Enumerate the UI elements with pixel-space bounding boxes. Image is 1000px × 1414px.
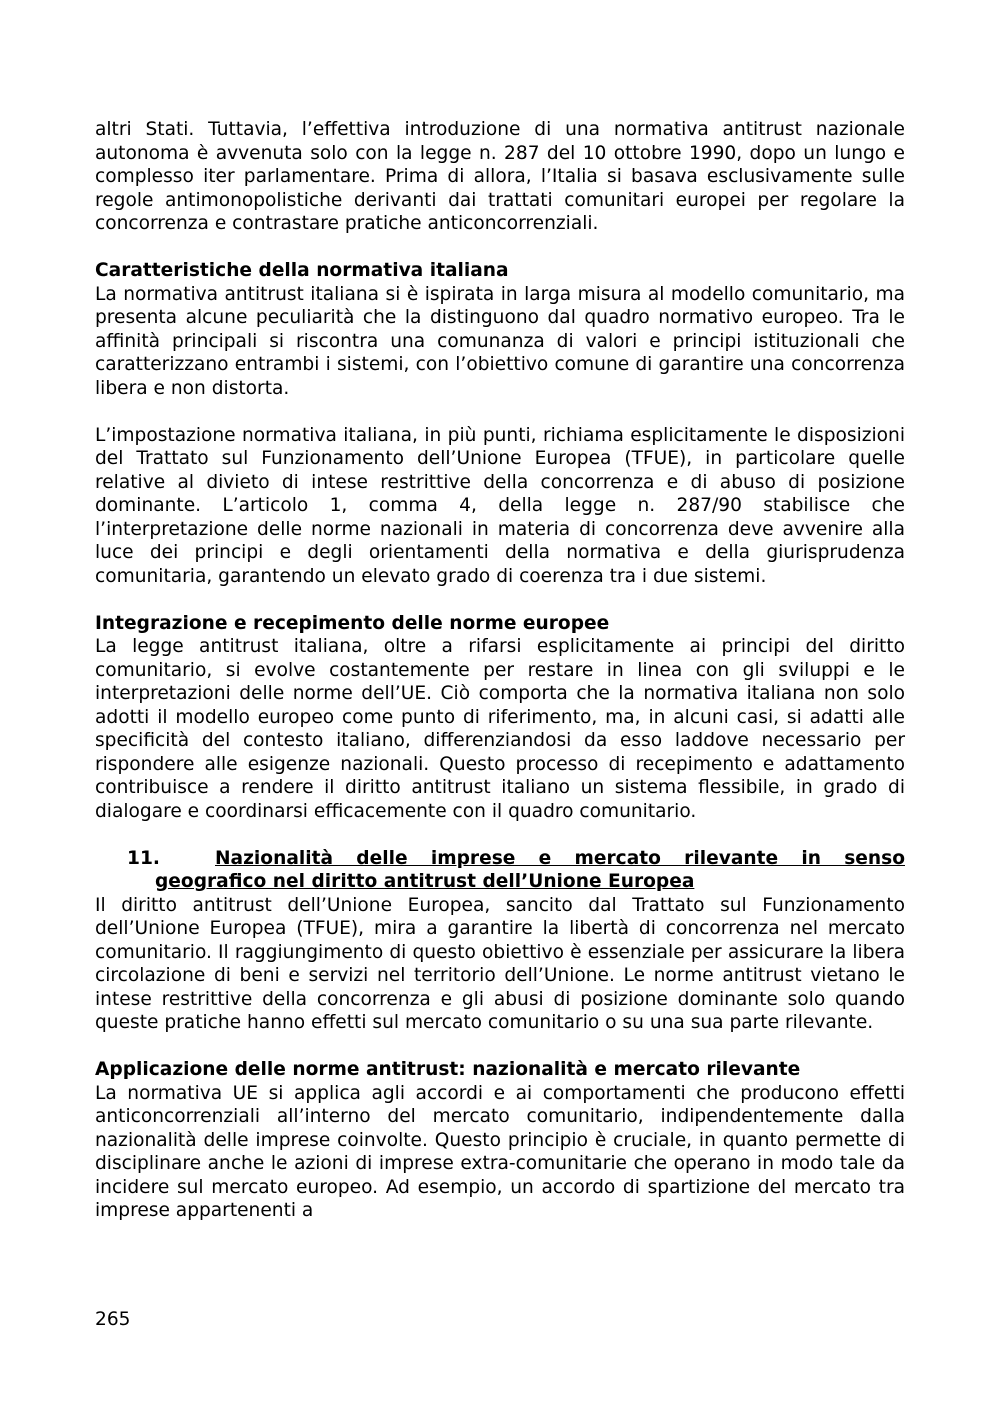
page-body — [95, 118, 905, 1223]
section-heading-integrazione: Integrazione e recepimento delle norme europee — [95, 612, 610, 634]
section-heading-caratteristiche: Caratteristiche della normativa italiana — [95, 260, 509, 281]
paragraph-spacer — [95, 1035, 905, 1059]
paragraph-applicazione: La normativa UE si applica agli accordi e ai comportamenti che producono effetti anticoncorrenziali all’interno del mercato comunitario, indipendentemente dalla nazionalità delle imprese coinvolte. Questo principio è cruciale, in quanto permette di disciplinare anche le azioni di imprese extra-comunitarie che operano in modo tale da incidere sul mercato europeo. Ad esempio, un accordo di spartizione del mercato tra imprese appartenenti a — [95, 1082, 905, 1221]
chapter-title: Nazionalità delle imprese e mercato rilevante in senso geografico nel diritto antitrust dell’Unione Europea — [155, 847, 905, 892]
paragraph-intro: altri Stati. Tuttavia, l’effettiva introduzione di una normativa antitrust nazionale autonoma è avvenuta solo con la legge n. 287 del 10 ottobre 1990, dopo un lungo e complesso iter parlamentare. Prima di allora, l’Italia si basava esclusivamente sulle regole antimonopolistiche derivanti dai trattati comunitari europei per regolare la concorrenza e contrastare pratiche anticoncorrenziali. — [95, 119, 905, 234]
paragraph-chapter-intro: Il diritto antitrust dell’Unione Europea, sancito dal Trattato sul Funzionamento dell’Unione Europea (TFUE), mira a garantire la libertà di concorrenza nel mercato comunitario. Il raggiungimento di questo obiettivo è essenziale per assicurare la libera circolazione di beni e servizi nel territorio dell’Unione. Le norme antitrust vietano le intese restrittive della concorrenza e gli abusi di posizione dominante solo quando queste pratiche hanno effetti sul mercato comunitario o su una sua parte rilevante. — [95, 894, 905, 1033]
paragraph-integrazione: La legge antitrust italiana, oltre a rifarsi esplicitamente ai principi del diritto comunitario, si evolve costantemente per restare in linea con gli sviluppi e le interpretazioni delle norme dell’UE. Ciò comporta che la normativa italiana non solo adotti il modello europeo come punto di riferimento, ma, in alcuni casi, si adatti alle specificità del contesto italiano, differenziandosi da esso laddove necessario per rispondere alle esigenze nazionali. Questo processo di recepimento e adattamento contribuisce a rendere il diritto antitrust italiano un sistema flessibile, in grado di dialogare e coordinarsi efficacemente con il quadro comunitario. — [95, 636, 905, 822]
paragraph-caratteristiche-2: L’impostazione normativa italiana, in più punti, richiama esplicitamente le disposizioni del Trattato sul Funzionamento dell’Unione Europea (TFUE), in particolare quelle relative al divieto di intese restrittive della concorrenza e di abuso di posizione dominante. L’articolo 1, comma 4, della legge n. 287/90 stabilisce che l’interpretazione delle norme nazionali in materia di concorrenza deve avvenire alla luce dei principi e degli orientamenti della normativa e della giurisprudenza comunitaria, garantendo un elevato grado di coerenza tra i due sistemi. — [95, 424, 905, 587]
paragraph-spacer — [95, 588, 905, 612]
paragraph-spacer — [95, 400, 905, 424]
paragraph-spacer — [95, 823, 905, 847]
page-number: 265 — [95, 1309, 131, 1330]
section-heading-applicazione: Applicazione delle norme antitrust: nazionalità e mercato rilevante — [95, 1059, 801, 1080]
paragraph-caratteristiche-1: La normativa antitrust italiana si è ispirata in larga misura al modello comunitario, ma presenta alcune peculiarità che la distinguono dal quadro normativo europeo. Tra le affinità principali si riscontra una comunanza di valori e principi istituzionali che caratterizzano entrambi i sistemi, con l’obiettivo comune di garantire una concorrenza libera e non distorta. — [95, 283, 905, 399]
chapter-heading — [95, 847, 905, 894]
chapter-number: 11. — [127, 847, 160, 869]
paragraph-spacer — [95, 236, 905, 260]
